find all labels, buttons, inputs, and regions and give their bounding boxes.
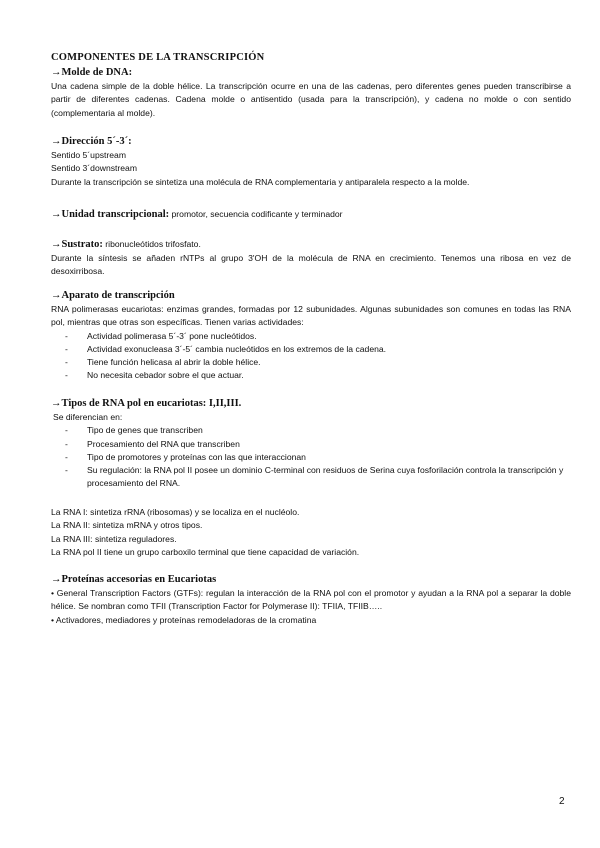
section-inline-text: ribonucleótidos trifosfato. xyxy=(102,239,201,249)
section-tipos xyxy=(51,397,571,491)
rna-pol-list xyxy=(51,506,571,559)
section-heading: →Molde de DNA: xyxy=(51,67,133,78)
list-item: - Tipo de promotores y proteínas con las que interaccionan xyxy=(65,451,306,462)
section-proteinas xyxy=(51,573,571,627)
text-line: La RNA III: sintetiza reguladores. xyxy=(51,533,177,544)
text-line: Durante la transcripción se sintetiza una molécula de RNA complementaria y antiparalela respecto a la molde. xyxy=(51,176,470,187)
section-heading: →Unidad transcripcional: xyxy=(51,209,170,220)
section-heading: →Dirección 5´-3´: xyxy=(51,136,132,147)
section-sustrato xyxy=(51,234,571,279)
section-heading: →Aparato de transcripción xyxy=(51,290,175,301)
section-intro: Se diferencian en: xyxy=(53,412,123,422)
page-title: COMPONENTES DE LA TRANSCRIPCIÓN xyxy=(51,52,265,63)
text-line: Sentido 5´upstream xyxy=(51,150,126,160)
list-item: - Actividad exonucleasa 3´-5´ cambia nucleótidos en los extremos de la cadena. xyxy=(65,343,387,354)
section-text: RNA polimerasas eucariotas: enzimas grandes, formadas por 12 subunidades. Algunas subunidades son comunes en todas las RNA pol, mientras que otras son específicas. Tienen varias actividades: xyxy=(51,304,571,328)
list-item: - Actividad polimerasa 5´-3´ pone nucleótidos. xyxy=(65,330,257,341)
list-item: - Tipo de genes que transcriben xyxy=(65,425,203,436)
list-item: • General Transcription Factors (GTFs): regulan la interacción de la RNA pol con el promotor y ayudan a la RNA pol a separar la doble hélice. Se nombran como TFII (Transcription Factor for Polymerase II): TFIIA, TFIIB….. xyxy=(51,588,571,612)
bullet-list xyxy=(51,330,571,383)
list-item: - No necesita cebador sobre el que actuar. xyxy=(65,370,244,381)
list-item: - Tiene función helicasa al abrir la doble hélice. xyxy=(65,357,261,368)
list-item: - Su regulación: la RNA pol II posee un dominio C-terminal con residuos de Serina cuya fosforilación controla la transcripción y procesamiento del RNA. xyxy=(65,465,564,489)
section-heading: →Tipos de RNA pol en eucariotas: I,II,III. xyxy=(51,398,242,409)
section-heading: →Proteínas accesorias en Eucariotas xyxy=(51,574,217,585)
section-heading: →Sustrato: xyxy=(51,239,103,250)
text-line: Sentido 3´downstream xyxy=(51,163,137,174)
section-text: Durante la síntesis se añaden rNTPs al grupo 3'OH de la molécula de RNA en crecimiento. Tenemos una ribosa en vez de desoxirribosa. xyxy=(51,253,571,277)
list-item: • Activadores, mediadores y proteínas remodeladoras de la cromatina xyxy=(51,614,317,625)
section-text: Una cadena simple de la doble hélice. La transcripción ocurre en una de las cadenas, pero diferentes genes pueden transcribirse a partir de diferentes cadenas. Cadena molde o antisentido (usada para la transcripción), y cadena no molde o con sentido (complementaria al molde). xyxy=(51,81,571,118)
list-item: - Procesamiento del RNA que transcriben xyxy=(65,438,240,449)
text-line: La RNA I: sintetiza rRNA (ribosomas) y se localiza en el nucléolo. xyxy=(51,507,300,517)
section-aparato xyxy=(51,289,571,383)
page-number: 2 xyxy=(559,796,565,807)
section-unidad xyxy=(51,204,571,222)
section-molde xyxy=(51,66,571,120)
text-line: La RNA pol II tiene un grupo carboxilo terminal que tiene capacidad de variación. xyxy=(51,546,360,557)
section-direccion xyxy=(51,135,571,189)
bullet-list xyxy=(51,424,571,490)
text-line: La RNA II: sintetiza mRNA y otros tipos. xyxy=(51,520,203,531)
section-text: promotor, secuencia codificante y terminador xyxy=(169,209,343,219)
